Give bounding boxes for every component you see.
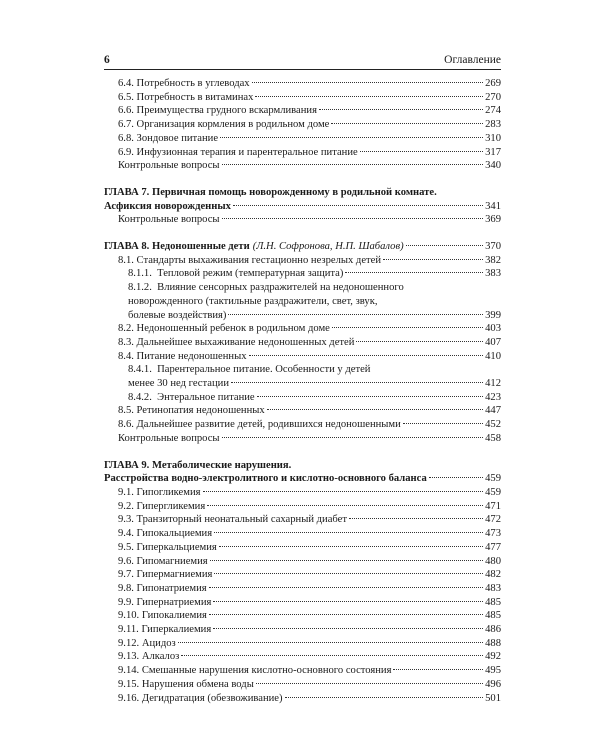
section-number: 9.8. xyxy=(118,582,134,594)
section-number: 9.9. xyxy=(118,596,134,608)
page-ref: 340 xyxy=(485,160,501,172)
entry-title: Транзиторный неонатальный сахарный диабет xyxy=(136,514,348,526)
toc-entry: 8.1.2. Влияние сенсорных раздражителей на недоношенного новорожденного (тактильные раздражители, свет, звук, болевые воздействия) 399 xyxy=(128,282,501,321)
entry-title: Зондовое питание xyxy=(136,132,219,144)
dot-leader xyxy=(319,109,483,110)
section-number: 9.2. xyxy=(118,500,134,512)
section-number: 6.9. xyxy=(118,146,134,158)
dot-leader xyxy=(207,505,483,506)
entry-title: Гипогликемия xyxy=(136,486,201,498)
dot-leader xyxy=(222,164,484,165)
page-ref: 283 xyxy=(485,119,501,131)
section-number: 9.14. xyxy=(118,665,140,677)
toc-entry xyxy=(104,527,501,541)
dot-leader xyxy=(214,573,483,574)
entry-title: Гипергликемия xyxy=(136,500,206,512)
page-ref: 459 xyxy=(485,473,501,485)
toc-entry xyxy=(104,118,501,132)
section-number: 9.1. xyxy=(118,486,134,498)
dot-leader xyxy=(285,697,484,698)
entry-title: Ацидоз xyxy=(141,637,176,649)
toc-entry: 8.4.1. Парентеральное питание. Особенности у детей менее 30 нед гестации 412 xyxy=(128,364,501,390)
dot-leader xyxy=(349,518,483,519)
page-ref: 480 xyxy=(485,555,501,567)
page-ref: 496 xyxy=(485,678,501,690)
dot-leader xyxy=(209,614,483,615)
toc-entry xyxy=(104,541,501,555)
entry-title: Потребность в углеводах xyxy=(136,78,250,89)
toc-entry: 8.2. Недоношенный ребенок в родильном доме 403 xyxy=(118,323,501,335)
toc-entry xyxy=(104,678,501,692)
dot-leader xyxy=(219,546,483,547)
page-ref: 485 xyxy=(485,596,501,608)
chapter-7-subtitle: Асфиксия новорожденных 341 xyxy=(104,200,501,212)
entry-title: Инфузионная терапия и парентеральное питание xyxy=(136,146,358,158)
toc-entry: Контрольные вопросы 369 xyxy=(118,214,501,226)
toc-entry xyxy=(104,104,501,118)
toc-entry xyxy=(104,77,501,91)
header-rule xyxy=(104,69,501,70)
page-ref: 482 xyxy=(485,569,501,581)
entry-title: Гипернатриемия xyxy=(136,596,212,608)
page-ref: 483 xyxy=(485,582,501,594)
dot-leader xyxy=(178,642,483,643)
page-ref: 317 xyxy=(485,146,501,158)
toc-entry xyxy=(104,637,501,651)
page-ref: 485 xyxy=(485,610,501,622)
section-number: 9.16. xyxy=(118,692,140,704)
dot-leader xyxy=(213,601,483,602)
page-ref: 492 xyxy=(485,651,501,663)
entry-title: Гипокальциемия xyxy=(136,528,213,540)
entry-title: Гипермагниемия xyxy=(136,569,213,581)
dot-leader xyxy=(393,669,483,670)
toc-entry xyxy=(104,500,501,514)
page-ref: 270 xyxy=(485,91,501,103)
toc-entry xyxy=(104,650,501,664)
entry-title: Гипомагниемия xyxy=(136,555,208,567)
entry-title: Гипонатриемия xyxy=(136,582,207,594)
entry-title: Гиперкалиемия xyxy=(141,624,212,636)
toc-entry xyxy=(104,132,501,146)
chapter-9-heading: ГЛАВА 9. Метаболические нарушения. xyxy=(104,459,292,471)
section-number: 9.6. xyxy=(118,555,134,567)
entry-title: Алкалоз xyxy=(141,651,180,663)
toc-entry: 8.6. Дальнейшее развитие детей, родившихся недоношенными 452 xyxy=(118,419,501,431)
toc-entry xyxy=(104,568,501,582)
toc-entry xyxy=(104,582,501,596)
toc-entry xyxy=(104,555,501,569)
page-number: 6 xyxy=(104,54,110,66)
toc-entry xyxy=(104,623,501,637)
page-ref: 370 xyxy=(485,241,501,253)
entry-title: Дегидратация (обезвоживание) xyxy=(141,692,283,704)
toc-entry: 8.4.2. Энтеральное питание 423 xyxy=(128,391,501,403)
section-number: 6.5. xyxy=(118,91,134,103)
section-number: 9.7. xyxy=(118,569,134,581)
entry-title: Гиперкальциемия xyxy=(136,541,217,553)
page-ref: 274 xyxy=(485,105,501,117)
section-number: 9.12. xyxy=(118,637,140,649)
page-ref: 501 xyxy=(485,692,501,704)
toc-entry xyxy=(104,596,501,610)
page-ref: 495 xyxy=(485,665,501,677)
page-ref: 488 xyxy=(485,637,501,649)
page-ref: 459 xyxy=(485,486,501,498)
dot-leader xyxy=(256,683,483,684)
section-number: 9.11. xyxy=(118,624,139,636)
table-of-contents xyxy=(104,77,501,705)
dot-leader xyxy=(210,560,483,561)
page-ref: 369 xyxy=(485,214,501,226)
entry-title: Нарушения обмена воды xyxy=(141,678,254,690)
entry-title: Организация кормления в родильном доме xyxy=(136,119,330,131)
dot-leader xyxy=(181,655,483,656)
page-ref: 269 xyxy=(485,78,501,89)
toc-entry xyxy=(104,664,501,678)
page-ref: 477 xyxy=(485,541,501,553)
section-number: 9.4. xyxy=(118,528,134,540)
page-ref: 473 xyxy=(485,528,501,540)
section-number: 6.4. xyxy=(118,78,134,89)
section-number: 6.7. xyxy=(118,119,134,131)
section-number: 6.8. xyxy=(118,132,134,144)
chapter-9-subtitle: Расстройства водно-электролитного и кислотно-основного баланса 459 xyxy=(104,473,501,485)
toc-entry: 8.3. Дальнейшее выхаживание недоношенных детей 407 xyxy=(118,336,501,348)
entry-title: Преимущества грудного вскармливания xyxy=(136,105,317,117)
section-list-chapter-9 xyxy=(104,486,501,705)
toc-entry: 8.1.1. Тепловой режим (температурная защита) 383 xyxy=(128,268,501,280)
toc-entry xyxy=(104,159,501,173)
toc-entry: 8.1. Стандарты выхаживания гестационно незрелых детей 382 xyxy=(118,254,501,266)
running-head: Оглавление xyxy=(444,54,501,66)
dot-leader xyxy=(203,491,484,492)
toc-entry: Контрольные вопросы 458 xyxy=(118,432,501,444)
entry-title: Контрольные вопросы xyxy=(118,160,220,172)
entry-title: Потребность в витаминах xyxy=(136,91,254,103)
chapter-authors: (Л.Н. Софронова, Н.П. Шабалов) xyxy=(252,241,404,253)
chapter-8-heading: ГЛАВА 8. Недоношенные дети (Л.Н. Софронова, Н.П. Шабалов) 370 xyxy=(104,241,501,253)
section-number: 9.3. xyxy=(118,514,134,526)
toc-entry: 8.5. Ретинопатия недоношенных 447 xyxy=(118,405,501,417)
dot-leader xyxy=(220,137,483,138)
toc-entry xyxy=(104,91,501,105)
page-ref: 341 xyxy=(485,200,501,212)
toc-entry xyxy=(104,146,501,160)
dot-leader xyxy=(209,587,483,588)
page-ref: 471 xyxy=(485,500,501,512)
dot-leader xyxy=(252,82,484,83)
section-list-chapter-6 xyxy=(104,77,501,173)
dot-leader xyxy=(255,96,483,97)
section-number: 9.15. xyxy=(118,678,140,690)
section-number: 9.13. xyxy=(118,651,140,663)
entry-title: Смешанные нарушения кислотно-основного состояния xyxy=(141,665,392,677)
toc-entry xyxy=(104,692,501,706)
chapter-7-heading: ГЛАВА 7. Первичная помощь новорожденному в родильной комнате. xyxy=(104,186,437,198)
toc-entry xyxy=(104,513,501,527)
toc-entry xyxy=(104,486,501,500)
section-number: 6.6. xyxy=(118,105,134,117)
toc-entry xyxy=(104,609,501,623)
dot-leader xyxy=(360,151,483,152)
page-ref: 486 xyxy=(485,624,501,636)
page-ref: 472 xyxy=(485,514,501,526)
section-number: 9.10. xyxy=(118,610,140,622)
section-number: 9.5. xyxy=(118,541,134,553)
dot-leader xyxy=(213,628,483,629)
dot-leader xyxy=(331,123,483,124)
entry-title: Гипокалиемия xyxy=(141,610,207,622)
dot-leader xyxy=(214,532,483,533)
toc-entry: 8.4. Питание недоношенных 410 xyxy=(118,350,501,362)
page-ref: 310 xyxy=(485,132,501,144)
